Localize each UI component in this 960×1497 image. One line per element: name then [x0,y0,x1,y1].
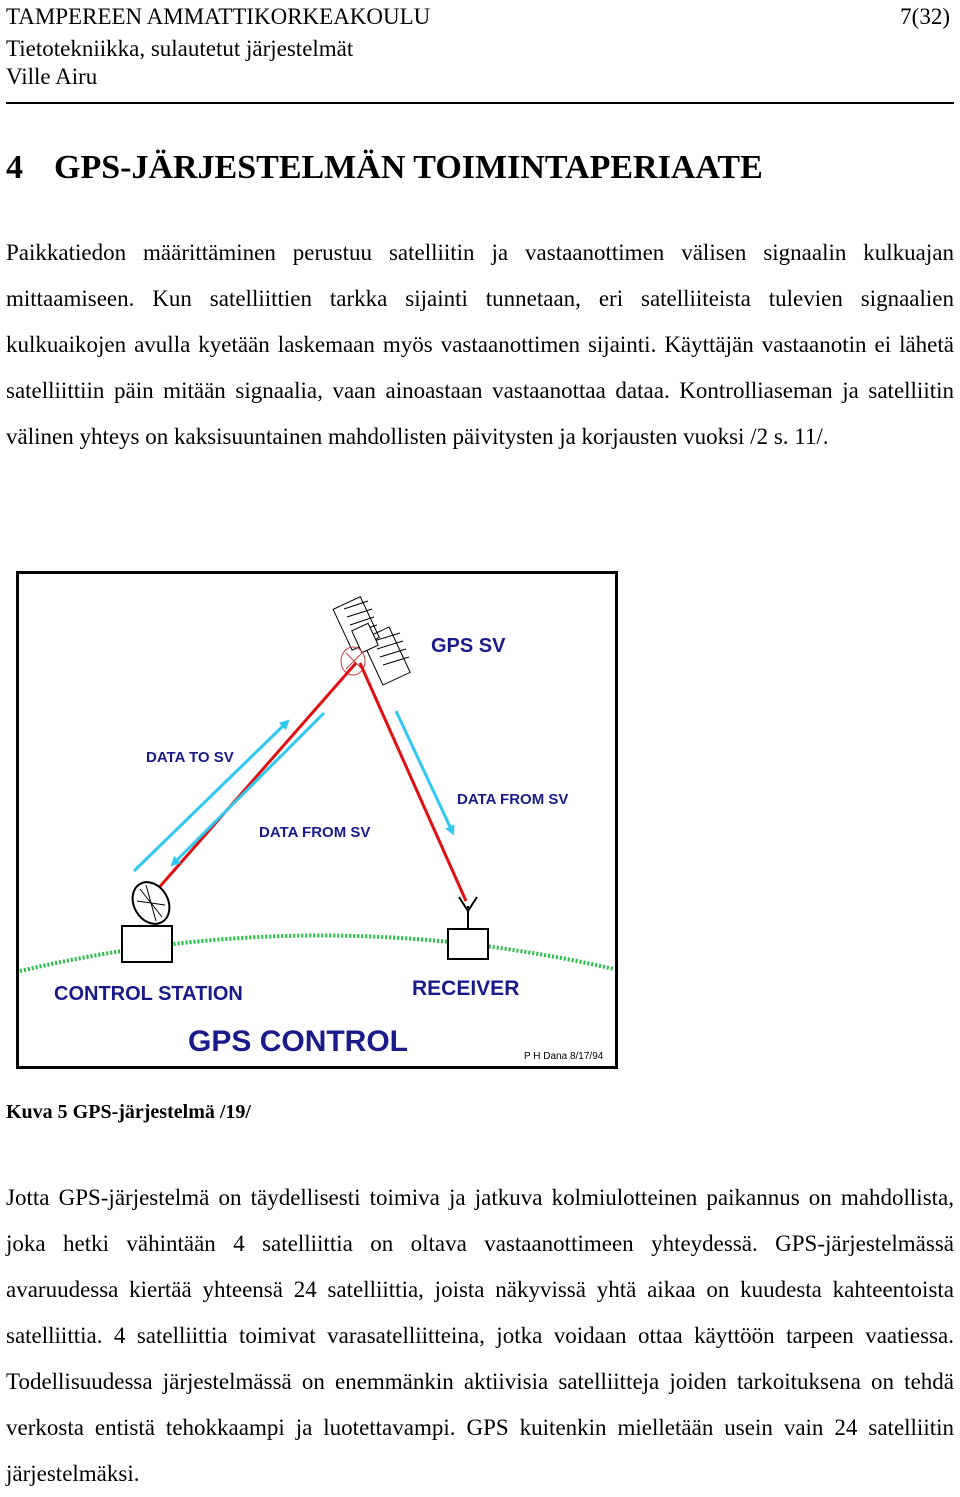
label-credit: P H Dana 8/17/94 [524,1051,604,1062]
section-title: GPS-JÄRJESTELMÄN TOIMINTAPERIAATE [54,149,763,186]
label-data-from-sv-right: DATA FROM SV [457,791,569,808]
gps-system-figure [16,571,618,1069]
header-author: Ville Airu [6,64,98,89]
header-department: Tietotekniikka, sulautetut järjestelmät [6,36,354,61]
label-gps-sv: GPS SV [431,635,506,657]
header-rule [6,102,954,104]
paragraph-body: Jotta GPS-järjestelmä on täydellisesti toimiva ja jatkuva kolmiulotteinen paikannus on mahdollista, joka hetki vähintään 4 satelliittia on oltava vastaanottimeen yhteydessä. GPS-järjestelmässä avaruudessa kiertää yhteensä 24 satelliittia, joista näkyvissä yhtä aikaa on kuudesta kahteentoista satelliittia. 4 satelliittia toimivat varasatelliitteina, jotka voidaan ottaa käyttöön tarpeen vaatiessa. Todellisuudessa järjestelmässä on enemmänkin aktiivisia satelliitteja joiden tarkoituksena on tehdä verkosta entistä tehokkaampi ja luotettavampi. GPS kuitenkin mielletään usein vain 24 satelliitin järjestelmäksi. [6,1185,954,1486]
label-control-station: CONTROL STATION [54,983,243,1005]
label-gps-control: GPS CONTROL [188,1025,409,1058]
figure-caption: Kuva 5 GPS-järjestelmä /19/ [6,1101,251,1123]
label-receiver: RECEIVER [412,977,520,1000]
paragraph-intro: Paikkatiedon määrittäminen perustuu satelliitin ja vastaanottimen välisen signaalin kulkuajan mittaamiseen. Kun satelliittien tarkka sijainti tunnetaan, eri satelliiteista tulevien signaalien kulkuaikojen avulla kyetään laskemaan myös vastaanottimen sijainti. Käyttäjän vastaanotin ei lähetä satelliittiin päin mitään signaalia, vaan ainoastaan vastaanottaa dataa. Kontrolliaseman ja satelliitin välinen yhteys on kaksisuuntainen mahdollisten päivitysten ja korjausten vuoksi /2 s. 11/. [6,240,954,449]
label-data-to-sv: DATA TO SV [146,749,234,766]
header-school: TAMPEREEN AMMATTIKORKEAKOULU [6,4,431,29]
section-number: 4 [6,149,23,186]
page-number: 7(32) [900,4,950,29]
label-data-from-sv-left: DATA FROM SV [259,824,371,841]
section-heading [6,146,763,190]
